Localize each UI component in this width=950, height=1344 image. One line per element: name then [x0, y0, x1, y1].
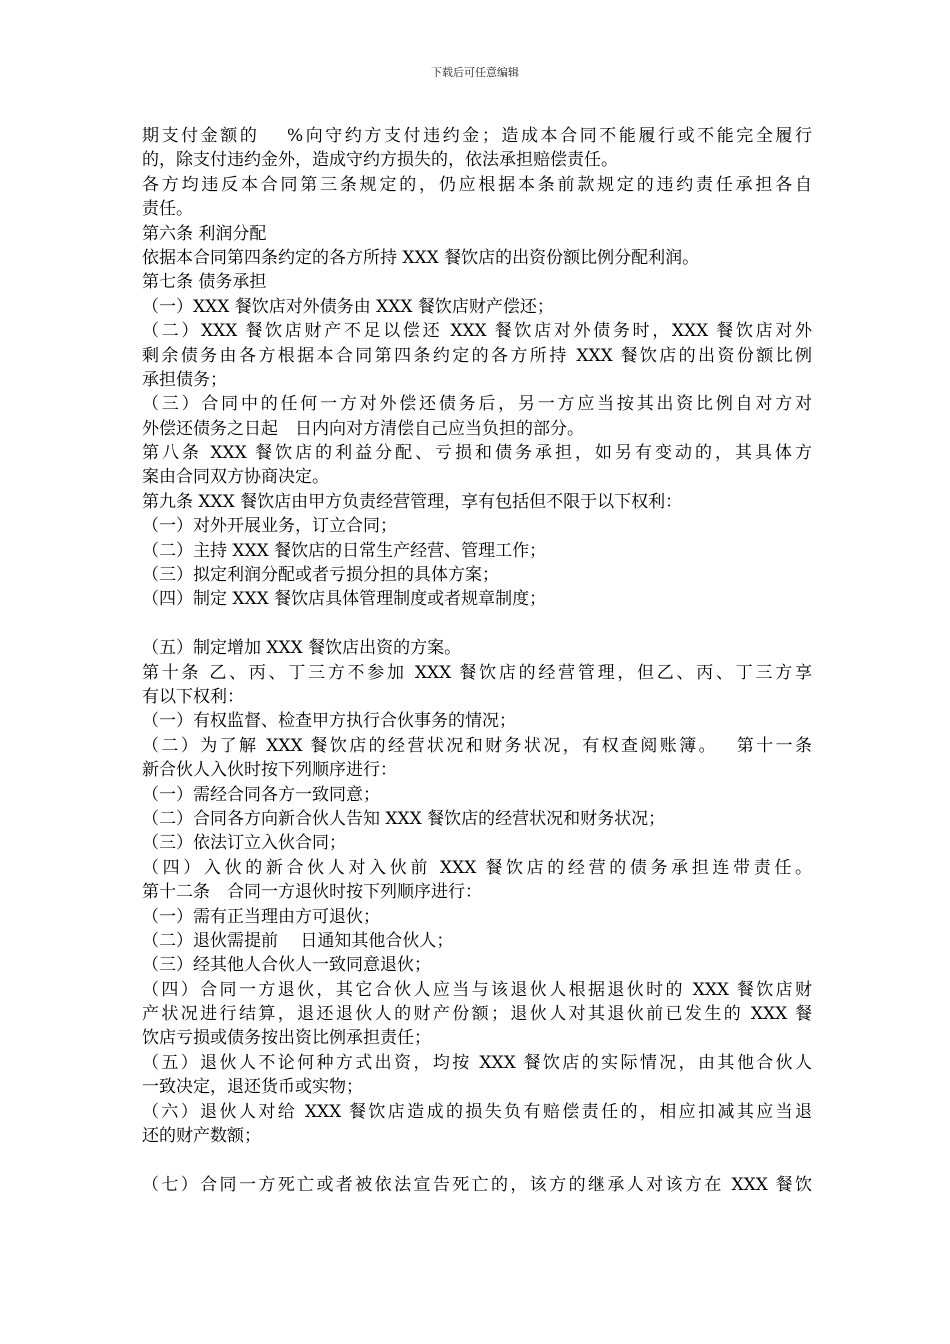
text-line: 饮店亏损或债务按出资比例承担责任； — [142, 1028, 431, 1049]
text-line: （三）经其他人合伙人一致同意退伙； — [142, 955, 431, 976]
text-line: （五）退伙人不论何种方式出资，均按 XXX 餐饮店的实际情况，由其他合伙人 — [142, 1052, 812, 1073]
text-line: （一）有权监督、检查甲方执行合伙事务的情况； — [142, 711, 516, 732]
text-line: （四）制定 XXX 餐饮店具体管理制度或者规章制度； — [142, 589, 547, 610]
text-line: 外偿还债务之日起 日内向对方清偿自己应当负担的部分。 — [142, 418, 584, 439]
text-line: 新合伙人入伙时按下列顺序进行： — [142, 760, 397, 781]
text-line: 还的财产数额； — [142, 1126, 261, 1147]
text-line: 第十条 乙、丙、丁三方不参加 XXX 餐饮店的经营管理，但乙、丙、丁三方享 — [142, 662, 812, 683]
text-line: （三）依法订立入伙合同； — [142, 833, 346, 854]
text-line: （六）退伙人对给 XXX 餐饮店造成的损失负有赔偿责任的，相应扣减其应当退 — [142, 1101, 812, 1122]
text-line: （一）对外开展业务，订立合同； — [142, 516, 397, 537]
text-line: （三）拟定利润分配或者亏损分担的具体方案； — [142, 565, 499, 586]
document-body — [142, 124, 812, 1197]
text-line: （二）合同各方向新合伙人告知 XXX 餐饮店的经营状况和财务状况； — [142, 808, 666, 829]
text-line: 依据本合同第四条约定的各方所持 XXX 餐饮店的出资份额比例分配利润。 — [142, 247, 700, 268]
blank-line — [142, 1148, 812, 1172]
text-line: 的，除支付违约金外，造成守约方损失的，依法承担赔偿责任。 — [142, 150, 618, 171]
text-line: （一）XXX 餐饮店对外债务由 XXX 餐饮店财产偿还； — [142, 296, 554, 317]
text-line: （一）需经合同各方一致同意； — [142, 784, 380, 805]
text-line: （七）合同一方死亡或者被依法宣告死亡的，该方的继承人对该方在 XXX 餐饮 — [142, 1174, 812, 1195]
text-line: 各方均违反本合同第三条规定的，仍应根据本条前款规定的违约责任承担各自 — [142, 174, 812, 195]
text-line: 产状况进行结算，退还退伙人的财产份额；退伙人对其退伙前已发生的 XXX 餐 — [142, 1004, 812, 1025]
text-line: （二）为了解 XXX 餐饮店的经营状况和财务状况，有权查阅账簿。 第十一条 — [142, 735, 812, 756]
text-line: 第九条 XXX 餐饮店由甲方负责经营管理，享有包括但不限于以下权利： — [142, 491, 683, 512]
text-line: （二）主持 XXX 餐饮店的日常生产经营、管理工作； — [142, 540, 547, 561]
text-line: （二）退伙需提前 日通知其他合伙人； — [142, 930, 454, 951]
text-line: 第七条 债务承担 — [142, 272, 267, 293]
text-line: 第六条 利润分配 — [142, 223, 267, 244]
text-line: 案由合同双方协商决定。 — [142, 467, 329, 488]
text-line: 一致决定，退还货币或实物； — [142, 1077, 363, 1098]
text-line: 期支付金额的 %向守约方支付违约金；造成本合同不能履行或不能完全履行 — [142, 126, 812, 146]
text-line: （二）XXX 餐饮店财产不足以偿还 XXX 餐饮店对外债务时，XXX 餐饮店对外 — [142, 321, 812, 342]
text-line: （一）需有正当理由方可退伙； — [142, 906, 380, 927]
text-line: 承担债务； — [142, 369, 227, 390]
text-line: 第八条 XXX 餐饮店的利益分配、亏损和债务承担，如另有变动的，其具体方 — [142, 443, 812, 464]
text-line: （四）合同一方退伙，其它合伙人应当与该退伙人根据退伙时的 XXX 餐饮店财 — [142, 979, 812, 1000]
text-line: 剩余债务由各方根据本合同第四条约定的各方所持 XXX 餐饮店的出资份额比例 — [142, 345, 812, 366]
text-line: 第十二条 合同一方退伙时按下列顺序进行： — [142, 882, 482, 903]
text-line: （三）合同中的任何一方对外偿还债务后，另一方应当按其出资比例自对方对 — [142, 394, 812, 415]
page-header-note: 下载后可任意编辑 — [431, 66, 519, 79]
blank-line — [142, 612, 812, 636]
text-line: （四）入伙的新合伙人对入伙前 XXX 餐饮店的经营的债务承担连带责任。 — [142, 857, 812, 878]
text-line: 有以下权利： — [142, 686, 244, 707]
text-line: （五）制定增加 XXX 餐饮店出资的方案。 — [142, 638, 462, 659]
text-line: 责任。 — [142, 199, 193, 220]
